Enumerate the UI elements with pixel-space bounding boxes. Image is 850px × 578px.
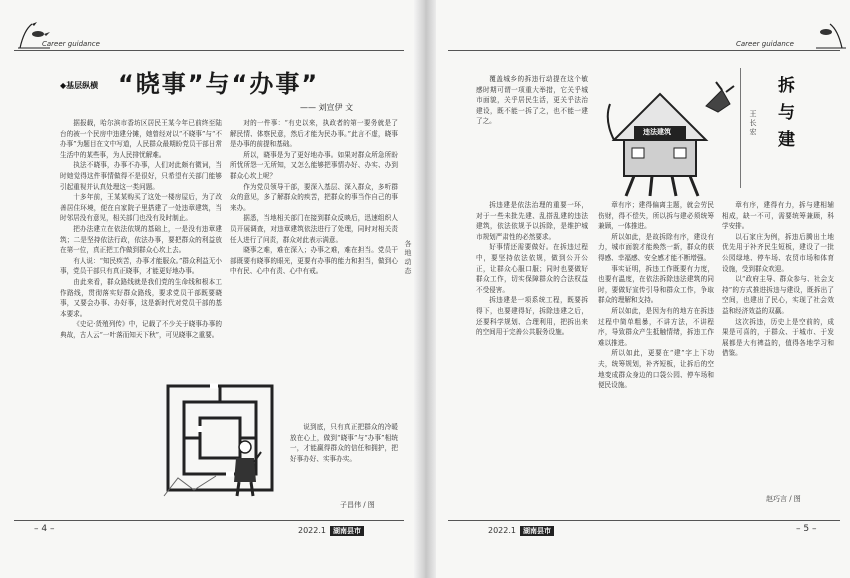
paragraph: 作为党员领导干部，要深入基层、深入群众，多听群众的意见，多了解群众的疾苦，把群众的事当作自己的事来办。	[230, 182, 398, 212]
right-column-1	[476, 200, 588, 510]
left-page	[0, 0, 414, 578]
left-header-rule	[14, 50, 404, 51]
right-article-author: 王长宏	[749, 110, 757, 137]
paragraph: 所以如此，是因为有的地方在拆违过程中简单粗暴，不讲方法，不讲程序，导致群众产生抵触情绪，拆违工作难以推进。	[598, 306, 714, 347]
paragraph: 章有序；建得偏离主题，就会劳民伤财，得不偿失，所以拆与建必须统筹兼顾，一体推进。	[598, 201, 714, 231]
paragraph: 对的一件事：“有史以来，执政者的第一要务就是了解民情、体察民意，然后才能为民办事。”此言不虚，晓事是办事的前提和基础。	[230, 119, 398, 149]
paragraph: 由此来看，群众路线就是我们党的生命线和根本工作路线，贯彻落实好群众路线，要求党员干部既要晓事，又要会办事、办好事，这是新时代对党员干部的基本要求。	[60, 277, 222, 318]
paragraph: 拆违建是依法治理的重要一环，对于一些未批先建、乱搭乱建的违法建筑，依法依规予以拆除，是维护城市规划严肃性的必然要求。	[476, 201, 588, 241]
paragraph: 以“政府主导、群众参与、社会支持”的方式推进拆违与建设，既拆出了空间，也建出了民心，实现了社会效益和经济效益的双赢。	[722, 275, 834, 315]
paragraph: 据报载，哈尔滨市香坊区居民王某今年已前终至陆台的被一个民房中违建分摊，她曾经对以“不晓事”与“不办事”为题目在文中写道，人民群众最期盼党员干部日常生活中的某些事，为人民排忧解难。	[60, 119, 222, 159]
paragraph: 好事情还需要做好。在拆违过程中，要坚持依法依规，做到公开公正，让群众心服口服；同时也要做好群众工作，切实保障群众的合法权益不受侵害。	[476, 243, 588, 294]
right-article-title: 拆与建	[774, 76, 794, 157]
paragraph: 说到底，只有真正把群众的冷暖放在心上，做到“晓事”与“办事”相统一，才能赢得群众的信任和拥护，把好事办好、实事办实。	[290, 423, 398, 463]
title-divider	[740, 68, 741, 188]
left-column-2-tail	[290, 422, 398, 498]
left-illustration-credit: 子昌伟 / 图	[340, 501, 375, 509]
right-illustration-credit: 赵巧言 / 图	[766, 495, 801, 503]
left-footer-rule	[14, 520, 404, 521]
official-figure-icon	[228, 438, 262, 498]
paragraph: 覆盖城乡的拆违行动提在这个敏感时期可谓一项重大举措，它关乎城市面貌，关乎居民生活，更关乎法治建设，既不能一拆了之，也不能一建了之。	[476, 75, 588, 126]
paragraph: 所以如此，是故拆除有序，建设有力，城市面貌才能焕然一新，群众的获得感、幸福感、安全感才能不断增强。	[598, 232, 714, 262]
article-title: “晓事”与“办事”	[118, 70, 320, 98]
section-label: ◆基层纵横	[60, 81, 99, 90]
left-magazine-name: 湖南县市	[330, 526, 364, 536]
maze-illustration-icon	[160, 378, 280, 498]
right-column-1-top	[476, 74, 588, 192]
paragraph: 这次拆违，历史上是空前的，成果是可喜的，于群众、于城市、于发展都是大有裨益的，值得各地学习和借鉴。	[722, 317, 834, 358]
side-tab: 各地动态	[404, 240, 412, 276]
paragraph: 执法不晓事，办事不办事，人们对此颇有微词，当时她觉得这件事情做得不是很好，只希望有关部门能够引起重视并认真处理这一类问题。	[60, 161, 222, 191]
paragraph: 《史记·货殖列传》中，记载了不少关于晓事办事的典故，古人云“一叶落而知天下秋”，可见晓事之重要。	[60, 320, 222, 339]
paragraph: 所以如此，更要在“建”字上下功夫，统筹规划，补齐短板，让拆后的空地变成群众身边的口袋公园、停车场和便民设施。	[598, 349, 714, 390]
right-column-2	[598, 200, 714, 510]
left-column-2	[230, 118, 398, 376]
bird-plant-ornament-icon	[814, 20, 848, 50]
right-page	[436, 0, 850, 578]
left-header-runner: Career guidance	[42, 40, 100, 48]
right-column-3	[722, 200, 834, 490]
right-magazine-name: 湖南县市	[520, 526, 554, 536]
paragraph: 把办法建立在依法依规的基础上，一是没有违章建筑；二是坚持依法行政，依法办事，要把群众的利益放在第一位，真正把工作做到群众心坎上去。	[60, 224, 222, 255]
paragraph: 事实证明，拆违工作既要有力度，也要有温度，在依法拆除违法建筑的同时，要做好宣传引导和群众工作，争取群众的理解和支持。	[598, 264, 714, 305]
spine-gutter	[414, 0, 436, 578]
paragraph: 以石家庄为例，拆违后腾出土地优先用于补齐民生短板，建设了一批公园绿地、停车场、农贸市场和体育设施，受到群众欢迎。	[722, 232, 834, 273]
article-byline: —— 刘宣伊 文	[300, 103, 354, 112]
illegal-building-sign: 违法建筑	[640, 127, 674, 137]
right-page-number: – 5 –	[796, 524, 817, 534]
right-issue: 2022.1	[488, 526, 516, 535]
paragraph: 十多年前，王某某购买了这处一楼房屋后，为了改善居住环境，便在自家院子里搭建了一处违章建筑，当时邻居没有意见，相关部门也没有及时制止。	[60, 193, 222, 223]
left-issue: 2022.1	[298, 526, 326, 535]
right-header-runner: Career guidance	[736, 40, 794, 48]
paragraph: 章有序，建得有力，拆与建相辅相成，缺一不可，需要统筹兼顾，科学安排。	[722, 201, 834, 231]
paragraph: 有人说：“知民疾苦，办事才能服众。”群众利益无小事，党员干部只有真正晓事，才能更好地办事。	[60, 256, 222, 276]
paragraph: 晓事之难，难在深入；办事之难，难在担当。党员干部既要有晓事的眼光，更要有办事的能力和担当，做到心中有民、心中有责、心中有戒。	[230, 246, 398, 276]
paragraph: 所以，晓事是为了更好地办事。如果对群众所急所盼所忧所怨一无所知，又怎么能够把事情办好、办实、办到群众心坎上呢？	[230, 150, 398, 180]
paragraph: 据悉，当地相关部门在接到群众反映后，迅速组织人员开展调查，对违章建筑依法进行了处理，同时对相关责任人进行了问责，群众对此表示满意。	[230, 214, 398, 244]
right-header-rule	[448, 50, 840, 51]
paragraph: 拆违建是一项系统工程，既要拆得下，也要建得好，拆除违建之后，还要科学规划、合理利用，把拆出来的空间用于完善公共服务设施。	[476, 296, 588, 337]
left-page-number: – 4 –	[34, 524, 55, 534]
right-footer-rule	[448, 520, 840, 521]
